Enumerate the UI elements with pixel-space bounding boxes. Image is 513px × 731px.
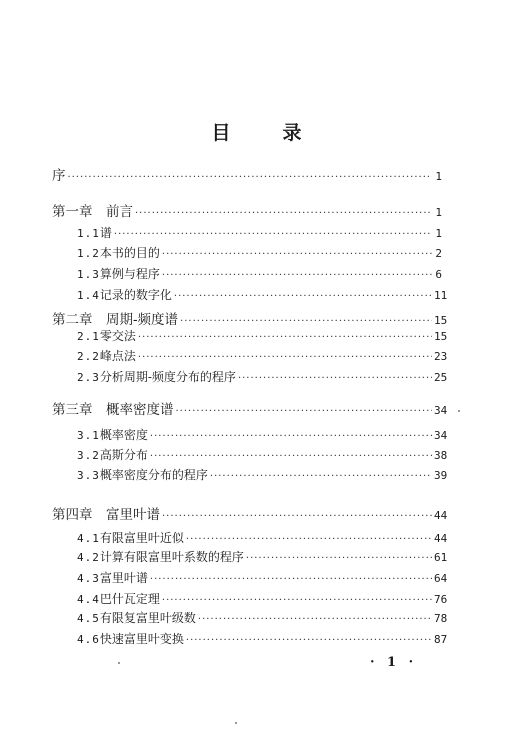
entry-title: 第二章 周期-频度谱 [52,312,179,328]
section-number: 1.1 [77,227,100,240]
entry-title: 零交法 [99,329,136,343]
entry-title: 序 [52,168,66,184]
section-number: 4.5 [77,612,100,625]
entry-title: 概率密度 [99,428,148,442]
section-number: 4.4 [77,593,100,606]
entry-title: 算例与程序 [99,267,160,281]
toc-section-row [77,590,448,608]
dot-leader [162,595,432,606]
print-speck [118,662,120,664]
toc-section-row [77,609,448,627]
dot-leader [174,291,432,302]
toc-section-row [77,286,448,304]
dot-leader [162,270,432,281]
toc-section-row [77,548,448,566]
entry-page-number: 1 [435,227,442,240]
section-number: 2.2 [77,350,100,363]
toc-section-row [77,244,442,262]
print-speck [235,722,237,724]
page-title [0,118,513,145]
toc-chapter-row [52,398,448,418]
toc-section-row [77,347,448,365]
section-number: 4.6 [77,633,100,646]
toc-section-row [77,446,448,464]
toc-section-row [77,630,448,648]
section-number: 3.3 [77,469,100,482]
dot-leader [186,635,432,646]
toc-chapter-row [52,200,442,218]
entry-page-number: 76 [434,593,448,606]
dot-leader [150,431,432,442]
section-number: 4.2 [77,551,100,564]
entry-title: 分析周期-频度分布的程序 [99,370,236,384]
section-number: 1.2 [77,247,100,260]
section-number: 1.3 [77,268,100,281]
toc-section-row [77,368,448,386]
section-number: 1.4 [77,289,100,302]
toc-section-row [77,529,448,547]
entry-title: 记录的数字化 [99,288,172,302]
entry-title: 第四章 富里叶谱 [52,507,160,523]
dot-leader [186,534,432,545]
section-number: 4.1 [77,532,100,545]
entry-page-number: 39 [434,469,448,482]
entry-title: 峰点法 [99,349,136,363]
entry-page-number: 2 [435,247,442,260]
toc-chapter-row [52,308,448,328]
entry-page-number: 23 [434,350,448,363]
entry-page-number: 34 [434,404,448,417]
entry-page-number: 15 [434,330,448,343]
dot-leader [135,208,432,219]
entry-page-number: 44 [434,509,448,522]
entry-title: 计算有限富里叶系数的程序 [99,550,244,564]
entry-title: 第三章 概率密度谱 [52,402,174,418]
entry-title: 富里叶谱 [99,571,148,585]
toc-chapter-row [52,164,442,182]
entry-title: 概率密度分布的程序 [99,468,208,482]
entry-page-number: 11 [434,289,448,302]
page-number: · 1 · [370,655,418,670]
toc-section-row [77,569,448,587]
section-number: 4.3 [77,572,100,585]
toc-section-row [77,466,448,484]
toc-section-row [77,426,448,444]
entry-page-number: 1 [435,170,442,183]
dot-leader [68,172,433,183]
dot-leader [238,373,432,384]
entry-page-number: 38 [434,449,448,462]
toc-section-row [77,224,442,242]
dot-leader [162,249,432,260]
toc-section-row [77,327,448,345]
section-number: 3.2 [77,449,100,462]
entry-page-number: 34 [434,429,448,442]
dot-leader [138,332,432,343]
dot-leader [162,511,432,522]
dot-leader [114,229,432,240]
entry-page-number: 87 [434,633,448,646]
entry-page-number: 61 [434,551,448,564]
title-char-2: 录 [282,122,302,144]
entry-title: 有限复富里叶级数 [99,611,196,625]
entry-page-number: 1 [435,206,442,219]
dot-leader [150,451,432,462]
title-char-1: 目 [211,122,231,144]
entry-page-number: 15 [434,314,448,327]
entry-title: 高斯分布 [99,448,148,462]
entry-title: 有限富里叶近似 [99,531,184,545]
dot-leader [210,471,432,482]
dot-leader [138,352,432,363]
entry-title: 第一章 前言 [52,204,133,220]
entry-title: 快速富里叶变换 [99,632,184,646]
entry-page-number: 44 [434,532,448,545]
dot-leader [246,553,432,564]
print-speck [458,410,460,412]
dot-leader [198,614,432,625]
dot-leader [150,574,432,585]
entry-page-number: 78 [434,612,448,625]
dot-leader [176,406,433,417]
entry-page-number: 6 [435,268,442,281]
section-number: 3.1 [77,429,100,442]
entry-page-number: 25 [434,371,448,384]
entry-title: 本书的目的 [99,246,160,260]
entry-title: 谱 [99,226,112,240]
section-number: 2.1 [77,330,100,343]
toc-section-row [77,265,442,283]
dot-leader [180,316,432,327]
entry-page-number: 64 [434,572,448,585]
section-number: 2.3 [77,371,100,384]
entry-title: 巴什瓦定理 [99,592,160,606]
toc-chapter-row [52,503,448,523]
